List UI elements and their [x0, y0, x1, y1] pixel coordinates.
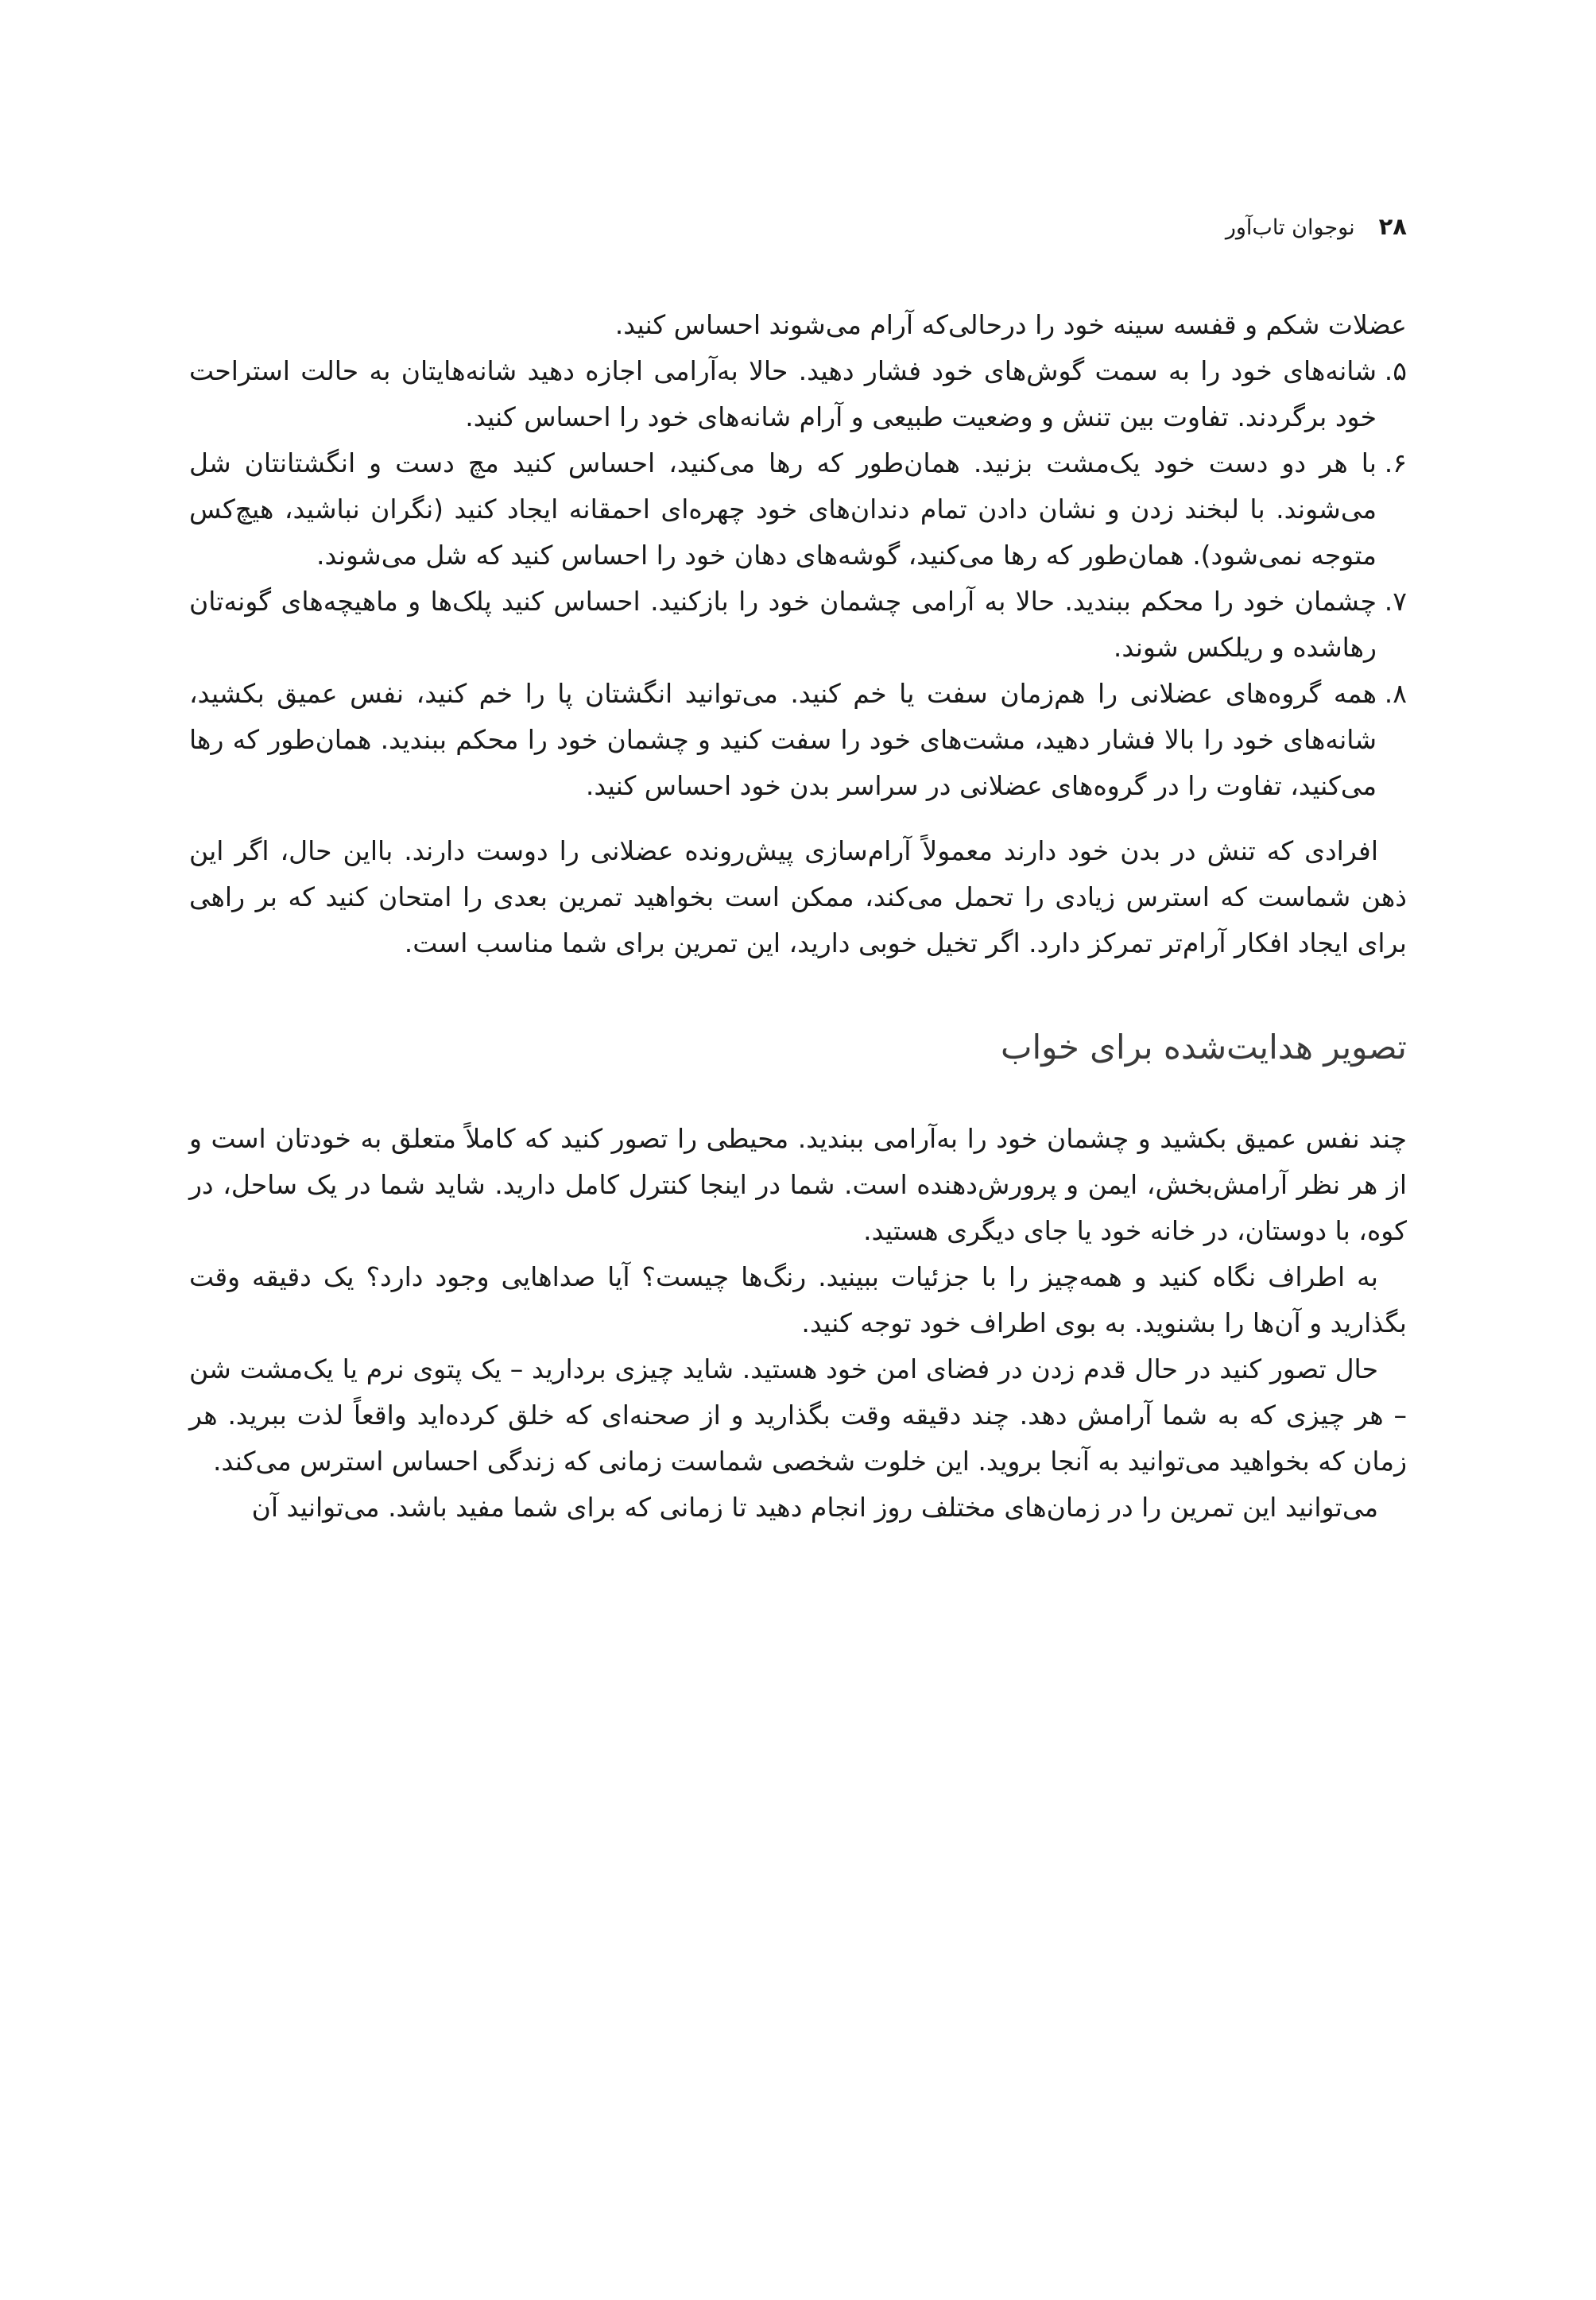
running-head: [1226, 213, 1407, 240]
step-text: با هر دو دست خود یک‌مشت بزنید. همان‌طور که رها می‌کنید، احساس کنید مچ دست و انگشتانتان شل می‌شوند. با لبخند زدن و نشان دادن تمام دندان‌های خود چهره‌ای احمقانه ایجاد کنید (نگران نباشید، هیچ‌کس متوجه نمی‌شود). همان‌طور که رها می‌کنید، گوشه‌های دهان خود را احساس کنید که شل می‌شوند.: [189, 447, 1377, 571]
list-item: [189, 671, 1407, 809]
step-text: همه گروه‌های عضلانی را هم‌زمان سفت یا خم کنید. می‌توانید انگشتان پا را خم کنید، نفس عمیق بکشید، شانه‌های خود را بالا فشار دهید، مشت‌های خود را سفت کنید و چشمان خود را محکم ببندید. همان‌طور که رها می‌کنید، تفاوت را در گروه‌های عضلانی در سراسر بدن خود احساس کنید.: [189, 678, 1377, 801]
page-number: ۲۸: [1378, 213, 1407, 240]
section-paragraph: به اطراف نگاه کنید و همه‌چیز را با جزئیات ببینید. رنگ‌ها چیست؟ آیا صداهایی وجود دارد؟ یک دقیقه وقت بگذارید و آن‌ها را بشنوید. به بوی اطراف خود توجه کنید.: [189, 1261, 1407, 1338]
list-item: [189, 348, 1407, 440]
section-heading: تصویر هدایت‌شده برای خواب: [1000, 1028, 1407, 1067]
section-paragraph: می‌توانید این تمرین را در زمان‌های مختلف روز انجام دهید تا زمانی که برای شما مفید باشد. می‌توانید آن: [251, 1492, 1378, 1523]
book-title: نوجوان تاب‌آور: [1225, 215, 1355, 240]
closing-paragraph: افرادی که تنش در بدن خود دارند معمولاً آرام‌سازی پیش‌رونده عضلانی را دوست دارند. بااین حال، اگر این ذهن شماست که استرس زیادی را تحمل می‌کند، ممکن است بخواهید تمرین بعدی را امتحان کنید که بر راهی برای ایجاد افکار آرام‌تر تمرکز دارد. اگر تخیل خوبی دارید، این تمرین برای شما مناسب است.: [189, 835, 1407, 958]
continuation-line: عضلات شکم و قفسه سینه خود را درحالی‌که آرام می‌شوند احساس کنید.: [614, 309, 1407, 340]
step-number: ۵.: [1384, 355, 1407, 386]
step-number: ۷.: [1384, 586, 1407, 617]
step-text: شانه‌های خود را به سمت گوش‌های خود فشار دهید. حالا به‌آرامی اجازه دهید شانه‌هایتان به حالت استراحت خود برگردند. تفاوت بین تنش و وضعیت طبیعی و آرام شانه‌های خود را احساس کنید.: [189, 355, 1377, 432]
step-number: ۸.: [1384, 678, 1407, 709]
list-item: [189, 579, 1407, 671]
exercise-steps-list: [189, 348, 1407, 809]
section-paragraph: چند نفس عمیق بکشید و چشمان خود را به‌آرامی ببندید. محیطی را تصور کنید که کاملاً متعلق به خودتان است و از هر نظر آرامش‌بخش، ایمن و پرورش‌دهنده است. شما در اینجا کنترل کامل دارید. شاید شما در یک ساحل، در کوه، با دوستان، در خانه خود یا جای دیگری هستید.: [189, 1123, 1407, 1246]
step-text: چشمان خود را محکم ببندید. حالا به آرامی چشمان خود را بازکنید. احساس کنید پلک‌ها و ماهیچه‌های گونه‌تان رهاشده و ریلکس شوند.: [189, 586, 1377, 663]
body-text: [189, 302, 1407, 1531]
step-number: ۶.: [1384, 447, 1407, 478]
list-item: [189, 440, 1407, 579]
section-paragraph: حال تصور کنید در حال قدم زدن در فضای امن خود هستید. شاید چیزی بردارید – یک پتوی نرم یا یک‌مشت شن – هر چیزی که به شما آرامش دهد. چند دقیقه وقت بگذارید و از صحنه‌ای که خلق کرده‌اید واقعاً لذت ببرید. هر زمان که بخواهید می‌توانید به آنجا بروید. این خلوت شخصی شماست زمانی که زندگی احساس استرس می‌کند.: [189, 1353, 1407, 1477]
